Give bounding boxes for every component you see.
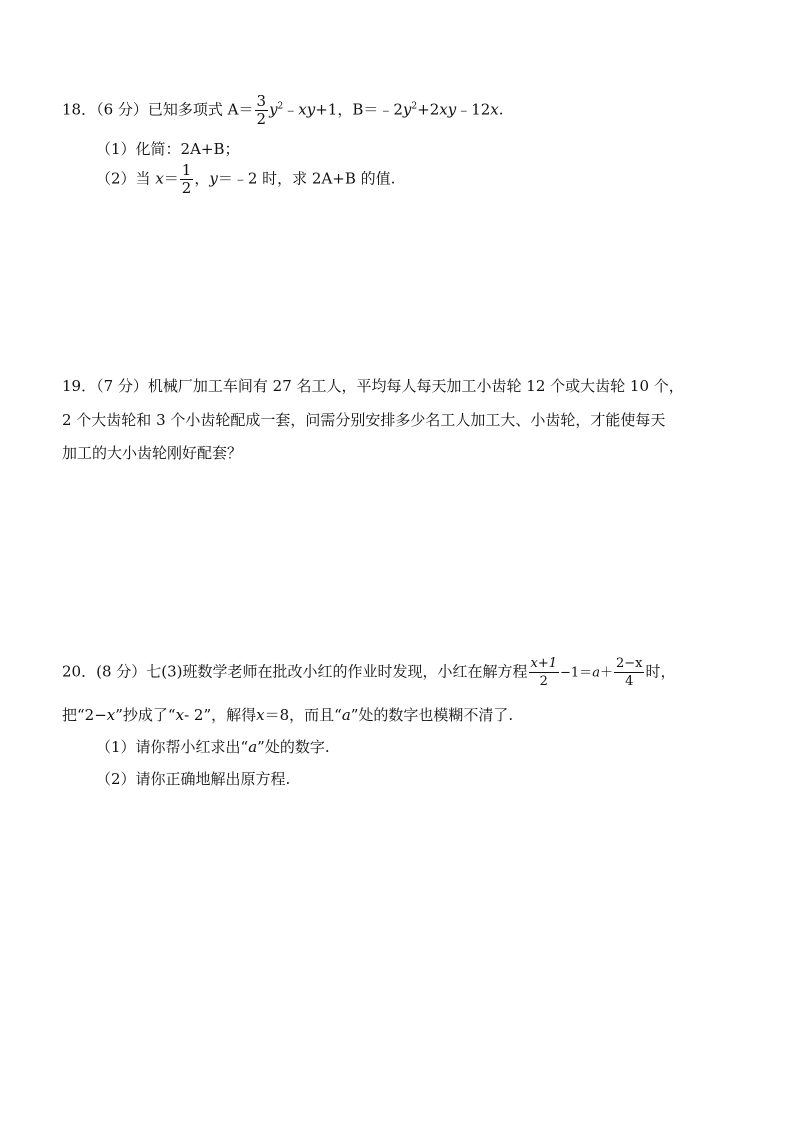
exponent: 2	[411, 101, 418, 112]
var-y: y	[209, 169, 218, 188]
text: ”抄成了“	[115, 706, 176, 724]
q18-fraction-a	[255, 93, 269, 128]
sub1-prefix: （1）请你帮小红求出“	[96, 738, 249, 756]
text: 把“2−	[62, 706, 107, 724]
q20-sub2	[96, 768, 290, 789]
q19-line3-text: 加工的大小齿轮刚好配套？	[62, 444, 243, 462]
var-x: x	[175, 706, 185, 724]
var-a: a	[248, 738, 258, 756]
q19-line1-text: 19．（7 分）机械厂加工车间有 27 名工人，平均每人每天加工小齿轮 12 个或大齿轮 10 个，	[62, 377, 684, 395]
sub1-suffix: ”处的数字.	[257, 738, 330, 756]
q20-fraction-1	[529, 655, 560, 690]
q19-line2-text: 2 个大齿轮和 3 个小齿轮配成一套，问需分别安排多少名工人加工大、小齿轮，才能使每天	[62, 411, 666, 429]
text-plus1: +1，B＝﹣2	[315, 100, 403, 119]
text-plus2: +2	[417, 100, 440, 119]
var-xy: xy	[298, 100, 316, 119]
fraction-denominator: 4	[625, 674, 634, 689]
var-y: y	[269, 100, 278, 119]
plus-sign: ＋	[599, 665, 613, 681]
var-a: a	[341, 706, 351, 724]
q20-stem	[62, 655, 675, 690]
comma: ，	[194, 169, 210, 188]
q19-line3	[62, 442, 242, 463]
period: .	[498, 100, 504, 119]
q18-prefix: 18．（6 分）已知多项式 A＝	[62, 100, 254, 119]
text: - 2”，解得	[184, 706, 257, 724]
var-a: a	[592, 665, 600, 681]
q20-sub2-text: （2）请你正确地解出原方程.	[96, 770, 291, 788]
q20-suffix: 时，	[645, 662, 676, 681]
text-minus12: ﹣12	[456, 100, 491, 119]
q18-sub1-text: （1）化简：2A+B；	[96, 140, 240, 158]
fraction-denominator: 2	[539, 674, 548, 689]
q18-sub1	[96, 138, 240, 159]
var-y: y	[402, 100, 412, 119]
text: ”处的数字也模糊不清了.	[350, 706, 514, 724]
sub2-suffix: ＝﹣2 时，求 2A+B 的值.	[217, 169, 396, 188]
text: ＝8，而且“	[264, 706, 342, 724]
fraction-denominator: 2	[256, 110, 267, 128]
fraction-numerator: 2−x	[615, 656, 643, 671]
q18-fraction-half	[180, 162, 194, 197]
fraction-numerator: 1	[181, 161, 192, 179]
q19-line2	[62, 409, 665, 430]
fraction-numerator: 3	[256, 92, 267, 110]
q20-line2	[62, 704, 513, 725]
var-x: x	[106, 706, 116, 724]
q20-fraction-2	[614, 655, 645, 690]
q20-sub1	[96, 736, 330, 757]
var-x: x	[155, 169, 164, 188]
fraction-denominator: 2	[181, 179, 192, 197]
minus-one-equals: −1＝	[560, 665, 593, 681]
q18-stem	[62, 93, 504, 128]
var-xy: xy	[439, 100, 457, 119]
var-x: x	[490, 100, 499, 119]
sub2-prefix: （2）当	[96, 169, 156, 188]
var-x: x	[256, 706, 265, 724]
equals-sign: ＝	[163, 169, 179, 188]
fraction-numerator: x+1	[530, 656, 558, 671]
exponent: 2	[277, 101, 284, 112]
q19-line1	[62, 375, 684, 396]
q20-prefix: 20．(8 分）七(3)班数学老师在批改小红的作业时发现，小红在解方程	[62, 662, 528, 681]
q18-sub2	[96, 162, 395, 197]
minus-sign: ﹣	[283, 100, 299, 119]
